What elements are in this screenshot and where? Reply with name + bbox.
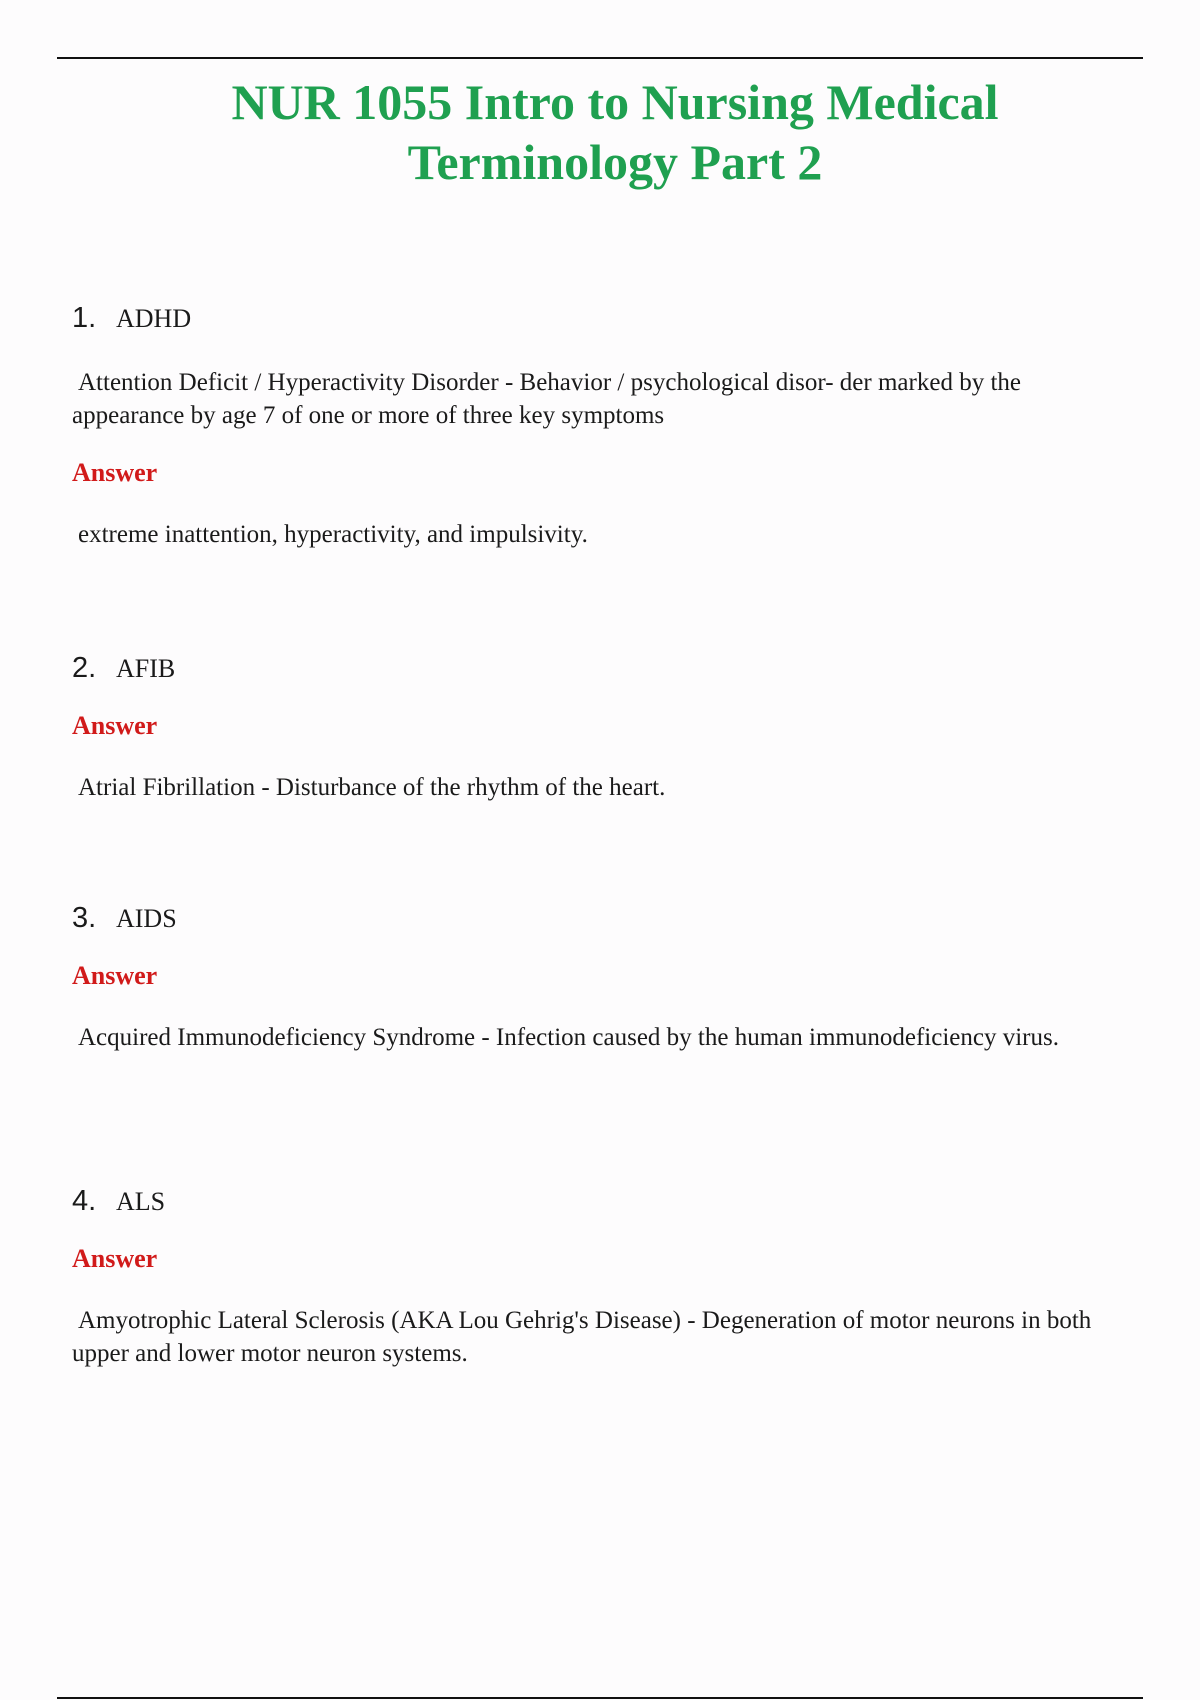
item-answer: extreme inattention, hyperactivity, and impulsivity. — [78, 521, 588, 548]
item-heading — [72, 652, 1132, 686]
item-answer: Atrial Fibrillation - Disturbance of the rhythm of the heart. — [78, 774, 666, 801]
answer-label: Answer — [72, 458, 158, 487]
item-number: 1. — [72, 302, 97, 334]
item-term: AIDS — [116, 904, 177, 933]
item-heading — [72, 902, 1132, 936]
item-term: ALS — [116, 1187, 166, 1216]
item-number: 2. — [72, 652, 97, 684]
document-title — [100, 72, 1130, 192]
answer-label: Answer — [72, 1244, 158, 1273]
bottom-rule — [57, 1697, 1143, 1699]
title-line-2: Terminology Part 2 — [407, 134, 823, 190]
top-rule — [57, 57, 1143, 59]
answer-label: Answer — [72, 961, 158, 990]
item-answer: Amyotrophic Lateral Sclerosis (AKA Lou Gehrig's Disease) - Degeneration of motor neurons in both upper and lower motor neuron systems. — [72, 1307, 1092, 1367]
term-item-2 — [72, 652, 1132, 804]
item-answer: Acquired Immunodeficiency Syndrome - Infection caused by the human immunodeficiency virus. — [78, 1024, 1059, 1051]
item-term: ADHD — [116, 304, 192, 333]
item-number: 3. — [72, 902, 97, 934]
item-heading — [72, 302, 1132, 336]
term-item-1 — [72, 302, 1132, 551]
item-question: Attention Deficit / Hyperactivity Disorder - Behavior / psychological disor- der marked by the appearance by age 7 of one or more of three key symptoms — [72, 369, 1021, 429]
item-heading — [72, 1185, 1132, 1219]
term-item-4 — [72, 1185, 1132, 1370]
answer-label: Answer — [72, 711, 158, 740]
item-number: 4. — [72, 1185, 97, 1217]
item-term: AFIB — [116, 654, 176, 683]
term-item-3 — [72, 902, 1132, 1054]
title-line-1: NUR 1055 Intro to Nursing Medical — [231, 74, 999, 130]
